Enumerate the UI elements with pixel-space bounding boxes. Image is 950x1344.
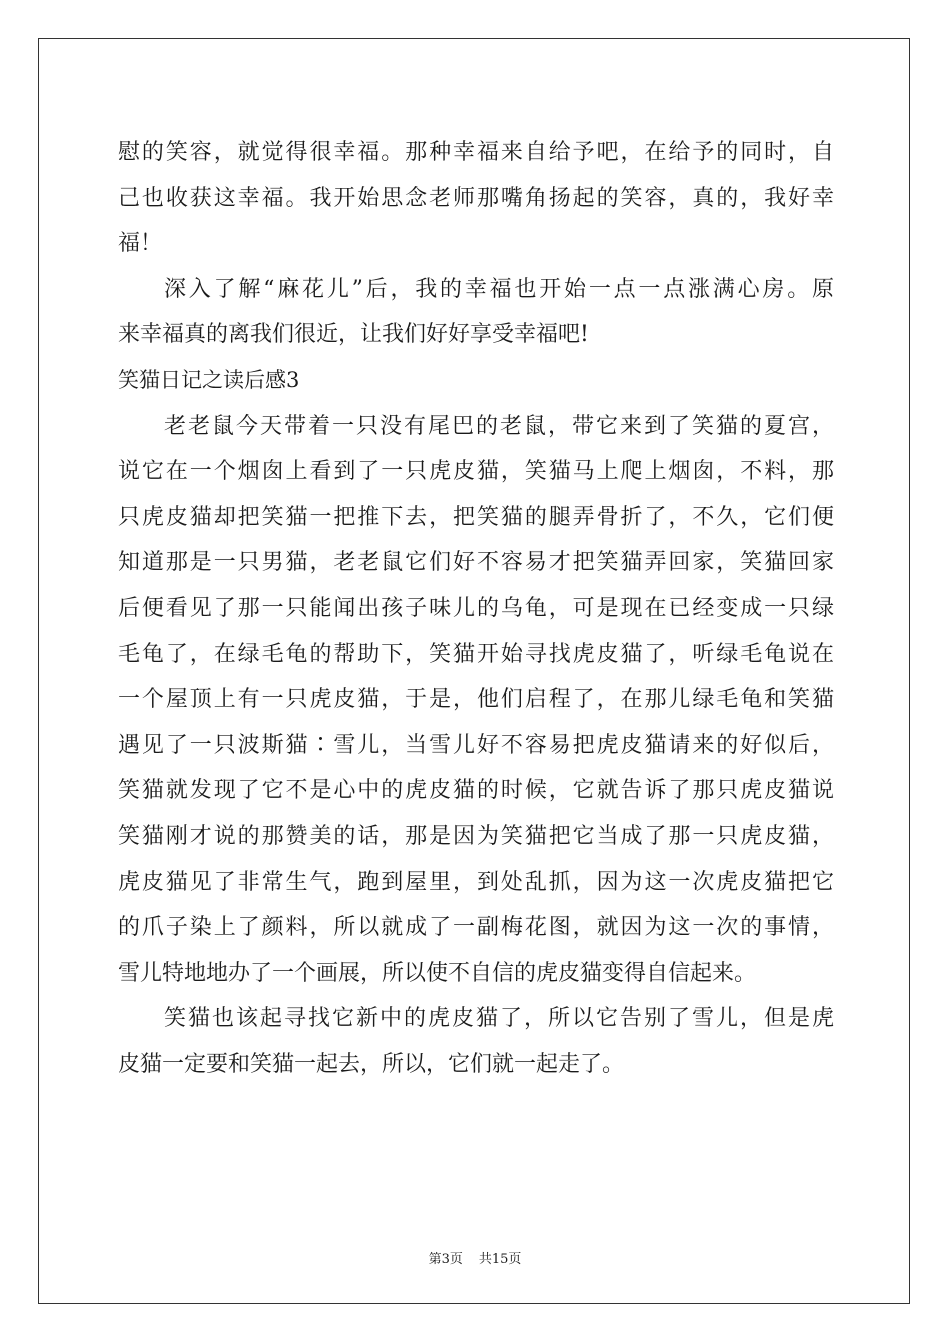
page-footer bbox=[0, 1248, 950, 1267]
text-line: 皮猫一定要和笑猫一起去，所以，它们就一起走了。 bbox=[118, 1051, 625, 1077]
text-line: 笑猫刚才说的那赞美的话，那是因为笑猫把它当成了那一只虎皮猫， bbox=[118, 823, 834, 849]
text-line: 遇见了一只波斯猫∶雪儿，当雪儿好不容易把虎皮猫请来的好似后， bbox=[118, 732, 834, 758]
paragraph bbox=[118, 404, 834, 997]
text-line: 知道那是一只男猫，老老鼠它们好不容易才把笑猫弄回家，笑猫回家 bbox=[118, 550, 834, 576]
text-line: 只虎皮猫却把笑猫一把推下去，把笑猫的腿弄骨折了，不久，它们便 bbox=[118, 504, 834, 530]
page-number: 第3页 bbox=[428, 1252, 463, 1267]
page-total: 共15页 bbox=[478, 1252, 522, 1267]
text-line: 福！ bbox=[118, 231, 163, 257]
paragraph bbox=[118, 267, 834, 358]
text-line: 后便看见了那一只能闻出孩子味儿的乌龟，可是现在已经变成一只绿 bbox=[118, 595, 834, 621]
text-line: 一个屋顶上有一只虎皮猫，于是，他们启程了，在那儿绿毛龟和笑猫 bbox=[118, 687, 834, 713]
text-line: 深入了解“麻花儿”后，我的幸福也开始一点一点涨满心房。原 bbox=[164, 276, 834, 302]
text-line: 老老鼠今天带着一只没有尾巴的老鼠，带它来到了笑猫的夏宫， bbox=[164, 413, 834, 439]
text-line: 虎皮猫见了非常生气，跑到屋里，到处乱抓，因为这一次虎皮猫把它 bbox=[118, 869, 834, 895]
paragraph bbox=[118, 996, 834, 1087]
text-line: 笑猫就发现了它不是心中的虎皮猫的时候，它就告诉了那只虎皮猫说 bbox=[118, 778, 834, 804]
section-heading: 笑猫日记之读后感3 bbox=[118, 367, 300, 392]
text-line: 毛龟了，在绿毛龟的帮助下，笑猫开始寻找虎皮猫了，听绿毛龟说在 bbox=[118, 641, 834, 667]
text-line: 慰的笑容，就觉得很幸福。那种幸福来自给予吧，在给予的同时，自 bbox=[118, 140, 834, 165]
text-line: 来幸福真的离我们很近，让我们好好享受幸福吧! bbox=[118, 322, 589, 348]
text-line: 笑猫也该起寻找它新中的虎皮猫了，所以它告别了雪儿，但是虎 bbox=[164, 1006, 834, 1032]
text-line: 己也收获这幸福。我开始思念老师那嘴角扬起的笑容，真的，我好幸 bbox=[118, 185, 834, 211]
text-line: 说它在一个烟囱上看到了一只虎皮猫，笑猫马上爬上烟囱，不料，那 bbox=[118, 459, 834, 485]
text-line: 的爪子染上了颜料，所以就成了一副梅花图，就因为这一次的事情， bbox=[118, 915, 834, 941]
paragraph bbox=[118, 130, 834, 267]
document-body bbox=[118, 130, 834, 1087]
text-line: 雪儿特地地办了一个画展，所以使不自信的虎皮猫变得自信起来。 bbox=[118, 960, 757, 986]
